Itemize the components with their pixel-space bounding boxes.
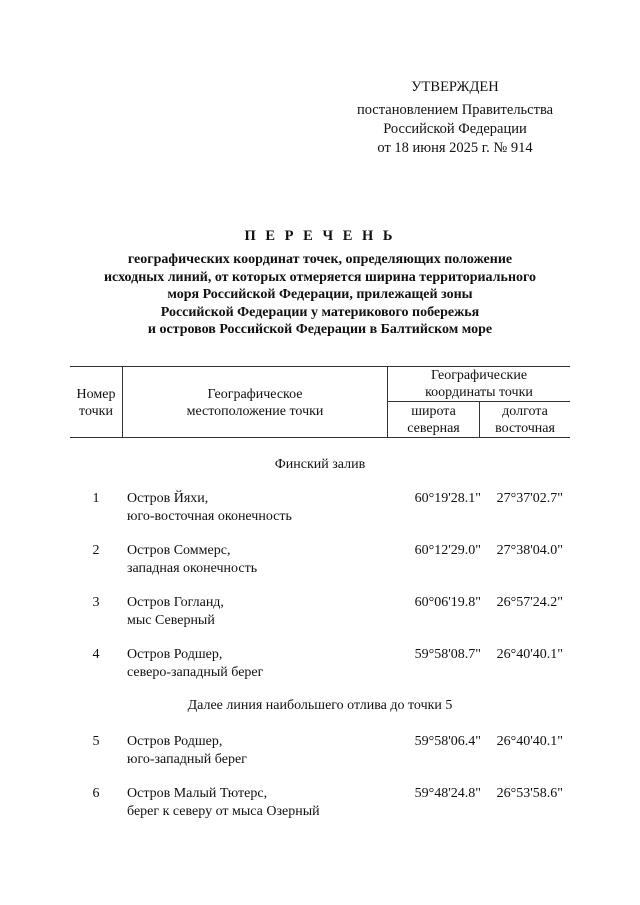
longitude-value: 26°53'58.6" xyxy=(496,786,563,801)
header-location xyxy=(123,386,387,420)
header-number-line: Номер xyxy=(76,387,116,402)
header-coordinates-line: Географические xyxy=(430,368,528,383)
table-row xyxy=(70,542,580,582)
section-heading: Финский залив xyxy=(274,457,366,472)
location-line: Остров Малый Тютерс, xyxy=(127,786,268,801)
table-row xyxy=(70,733,580,773)
latitude-value: 60°19'28.1" xyxy=(414,491,481,506)
header-latitude xyxy=(388,403,479,437)
point-number: 2 xyxy=(92,543,100,558)
table-header-bottom-rule xyxy=(70,437,570,438)
approval-block xyxy=(330,78,580,158)
document-subtitle xyxy=(60,251,580,339)
header-longitude xyxy=(480,403,570,437)
header-coordinates xyxy=(388,367,570,401)
location-line: северо-западный берег xyxy=(127,665,264,680)
header-location-line: Географическое xyxy=(207,387,303,402)
location-line: Остров Гогланд, xyxy=(127,595,224,610)
location-line: юго-восточная оконечность xyxy=(127,509,292,524)
latitude-value: 59°48'24.8" xyxy=(414,786,481,801)
header-coordinates-line: координаты точки xyxy=(425,385,533,400)
table-row xyxy=(70,785,580,825)
location-line: берег к северу от мыса Озерный xyxy=(127,804,320,819)
point-location xyxy=(127,646,387,682)
approval-line-date: от 18 июня 2025 г. № 914 xyxy=(377,140,533,156)
header-number xyxy=(70,386,122,420)
approval-line-government: Российской Федерации xyxy=(383,121,527,137)
subtitle-line: географических координат точек, определяющих положение xyxy=(127,252,513,267)
location-line: Остров Родшер, xyxy=(127,647,223,662)
header-location-line: местоположение точки xyxy=(186,404,324,419)
document-title: П Е Р Е Ч Е Н Ь xyxy=(244,228,396,244)
subtitle-line: исходных линий, от которых отмеряется ширина территориального xyxy=(103,269,537,285)
location-line: западная оконечность xyxy=(127,561,258,576)
header-latitude-line: северная xyxy=(407,421,460,436)
latitude-value: 59°58'08.7" xyxy=(414,647,481,662)
point-number: 3 xyxy=(92,595,100,610)
location-line: Остров Соммерс, xyxy=(127,543,231,558)
header-latitude-line: широта xyxy=(411,404,456,419)
boundary-note: Далее линия наибольшего отлива до точки 5 xyxy=(187,698,453,713)
point-number: 1 xyxy=(92,491,100,506)
table-row xyxy=(70,594,580,634)
longitude-value: 26°40'40.1" xyxy=(496,734,563,749)
approval-line-decree: постановлением Правительства xyxy=(356,102,554,118)
header-number-line: точки xyxy=(79,404,113,419)
header-longitude-line: долгота xyxy=(502,404,548,419)
location-line: Остров Родшер, xyxy=(127,734,223,749)
point-location xyxy=(127,490,387,526)
table-row xyxy=(70,646,580,686)
longitude-value: 26°40'40.1" xyxy=(496,647,563,662)
latitude-value: 60°06'19.8" xyxy=(414,595,481,610)
table-row xyxy=(70,490,580,530)
latitude-value: 59°58'06.4" xyxy=(414,734,481,749)
subtitle-line: моря Российской Федерации, прилежащей зоны xyxy=(167,287,473,302)
subtitle-line: Российской Федерации у материкового побережья xyxy=(160,304,480,320)
point-number: 4 xyxy=(92,647,100,662)
header-longitude-line: восточная xyxy=(495,421,555,436)
subtitle-line: и островов Российской Федерации в Балтийском море xyxy=(147,322,493,337)
point-location xyxy=(127,542,387,578)
point-location xyxy=(127,594,387,630)
longitude-value: 26°57'24.2" xyxy=(496,595,563,610)
longitude-value: 27°38'04.0" xyxy=(496,543,563,558)
location-line: мыс Северный xyxy=(127,613,215,628)
longitude-value: 27°37'02.7" xyxy=(496,491,563,506)
latitude-value: 60°12'29.0" xyxy=(414,543,481,558)
point-location xyxy=(127,785,387,821)
point-number: 6 xyxy=(92,786,100,801)
point-number: 5 xyxy=(92,734,100,749)
location-line: Остров Йяхи, xyxy=(127,491,209,506)
approval-heading: УТВЕРЖДЕН xyxy=(411,79,499,95)
point-location xyxy=(127,733,387,769)
location-line: юго-западный берег xyxy=(127,752,247,767)
